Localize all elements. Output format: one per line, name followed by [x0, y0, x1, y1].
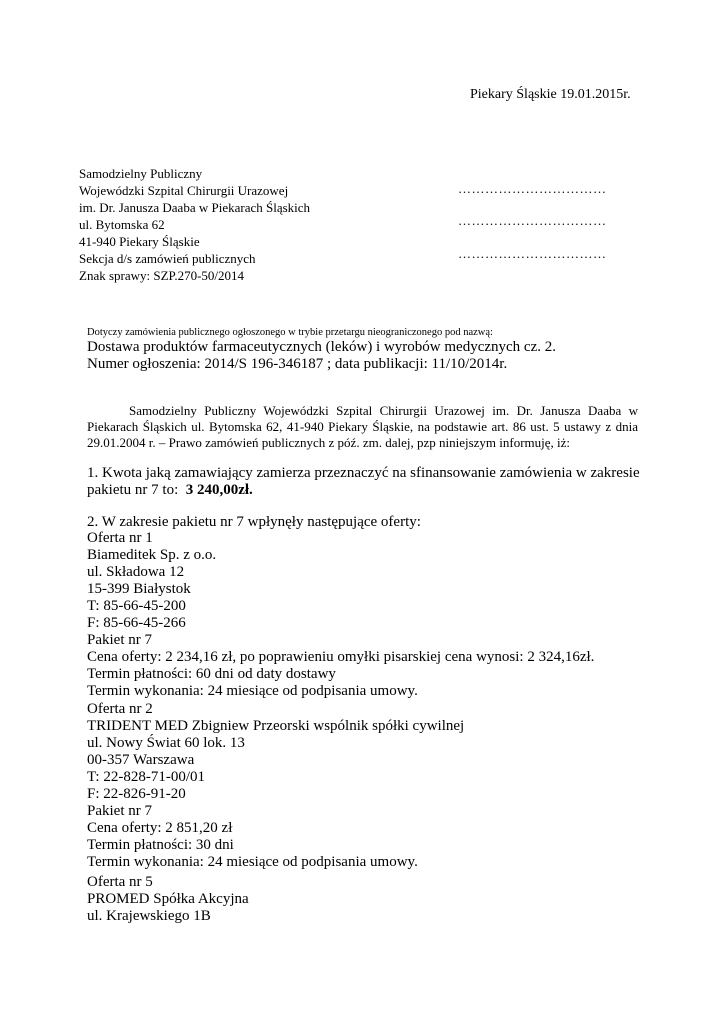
notice-number: Numer ogłoszenia: 2014/S 196-346187 ; data publikacji: 11/10/2014r.: [87, 356, 508, 372]
offer-line: F: 22-826-91-20: [87, 786, 186, 802]
recipient-line: ……………………………: [458, 213, 607, 228]
point-1-prefix: pakietu nr 7 to:: [87, 482, 186, 498]
sender-line: ul. Bytomska 62: [79, 217, 165, 232]
offer-line: Cena oferty: 2 234,16 zł, po poprawieniu omyłki pisarskiej cena wynosi: 2 324,16zł.: [87, 649, 595, 665]
offer-line: Pakiet nr 7: [87, 803, 152, 819]
subject-title: Dostawa produktów farmaceutycznych (leków) i wyrobów medycznych cz. 2.: [87, 339, 556, 355]
offer-line: PROMED Spółka Akcyjna: [87, 891, 249, 907]
body-line: Samodzielny Publiczny Wojewódzki Szpital Chirurgii Urazowej im. Dr. Janusza Daaba w: [129, 403, 638, 418]
point-1-line: [87, 482, 253, 499]
offer-line: ul. Krajewskiego 1B: [87, 908, 211, 924]
offer-line: Oferta nr 2: [87, 701, 153, 717]
point-2-header: 2. W zakresie pakietu nr 7 wpłynęły następujące oferty:: [87, 514, 421, 530]
offer-line: ul. Nowy Świat 60 lok. 13: [87, 735, 245, 751]
offer-line: F: 85-66-45-266: [87, 615, 186, 631]
recipient-line: ……………………………: [458, 246, 607, 261]
offer-line: T: 22-828-71-00/01: [87, 769, 205, 785]
sender-line: Sekcja d/s zamówień publicznych: [79, 251, 256, 266]
sender-line: Samodzielny Publiczny: [79, 166, 203, 181]
body-paragraph: [87, 403, 638, 451]
case-number: Znak sprawy: SZP.270-50/2014: [79, 268, 245, 283]
subject-intro: Dotyczy zamówienia publicznego ogłoszonego w trybie przetargu nieograniczonego pod nazwą:: [87, 327, 493, 338]
offer-line: ul. Składowa 12: [87, 564, 185, 580]
offer-line: T: 85-66-45-200: [87, 598, 186, 614]
offer-1: [87, 530, 594, 700]
offer-line: Biameditek Sp. z o.o.: [87, 547, 217, 563]
offer-line: Termin wykonania: 24 miesiące od podpisania umowy.: [87, 854, 418, 870]
offer-line: 00-357 Warszawa: [87, 752, 195, 768]
sender-line: Wojewódzki Szpital Chirurgii Urazowej: [79, 183, 289, 198]
budget-amount: 3 240,00zł.: [185, 482, 253, 498]
offer-line: Pakiet nr 7: [87, 632, 152, 648]
offer-line: Oferta nr 5: [87, 874, 153, 890]
offer-line: TRIDENT MED Zbigniew Przeorski wspólnik spółki cywilnej: [87, 718, 465, 734]
offer-line: Termin płatności: 30 dni: [87, 837, 234, 853]
sender-line: 41-940 Piekary Śląskie: [79, 234, 200, 249]
point-1-line: 1. Kwota jaką zamawiający zamierza przeznaczyć na sfinansowanie zamówienia w zakresie: [87, 465, 640, 481]
offer-line: Cena oferty: 2 851,20 zł: [87, 820, 233, 836]
offer-line: 15-399 Białystok: [87, 581, 191, 597]
body-line: 29.01.2004 r. – Prawo zamówień publicznych z póź. zm. dalej, pzp niniejszym informuję, iż:: [87, 435, 571, 450]
sender-address: [79, 166, 310, 285]
sender-line: im. Dr. Janusza Daaba w Piekarach Śląskich: [79, 200, 311, 215]
offer-line: Oferta nr 1: [87, 530, 153, 546]
offer-line: Termin wykonania: 24 miesiące od podpisania umowy.: [87, 683, 418, 699]
body-line: Piekarach Śląskich ul. Bytomska 62, 41-940 Piekary Śląskie, na podstawie art. 86 ust. 5 ustawy z dnia: [87, 419, 638, 434]
place-date: Piekary Śląskie 19.01.2015r.: [470, 87, 631, 102]
offer-5: [87, 874, 249, 925]
offer-2: [87, 701, 464, 871]
recipient-line: ……………………………: [458, 181, 607, 196]
offer-line: Termin płatności: 60 dni od daty dostawy: [87, 666, 336, 682]
